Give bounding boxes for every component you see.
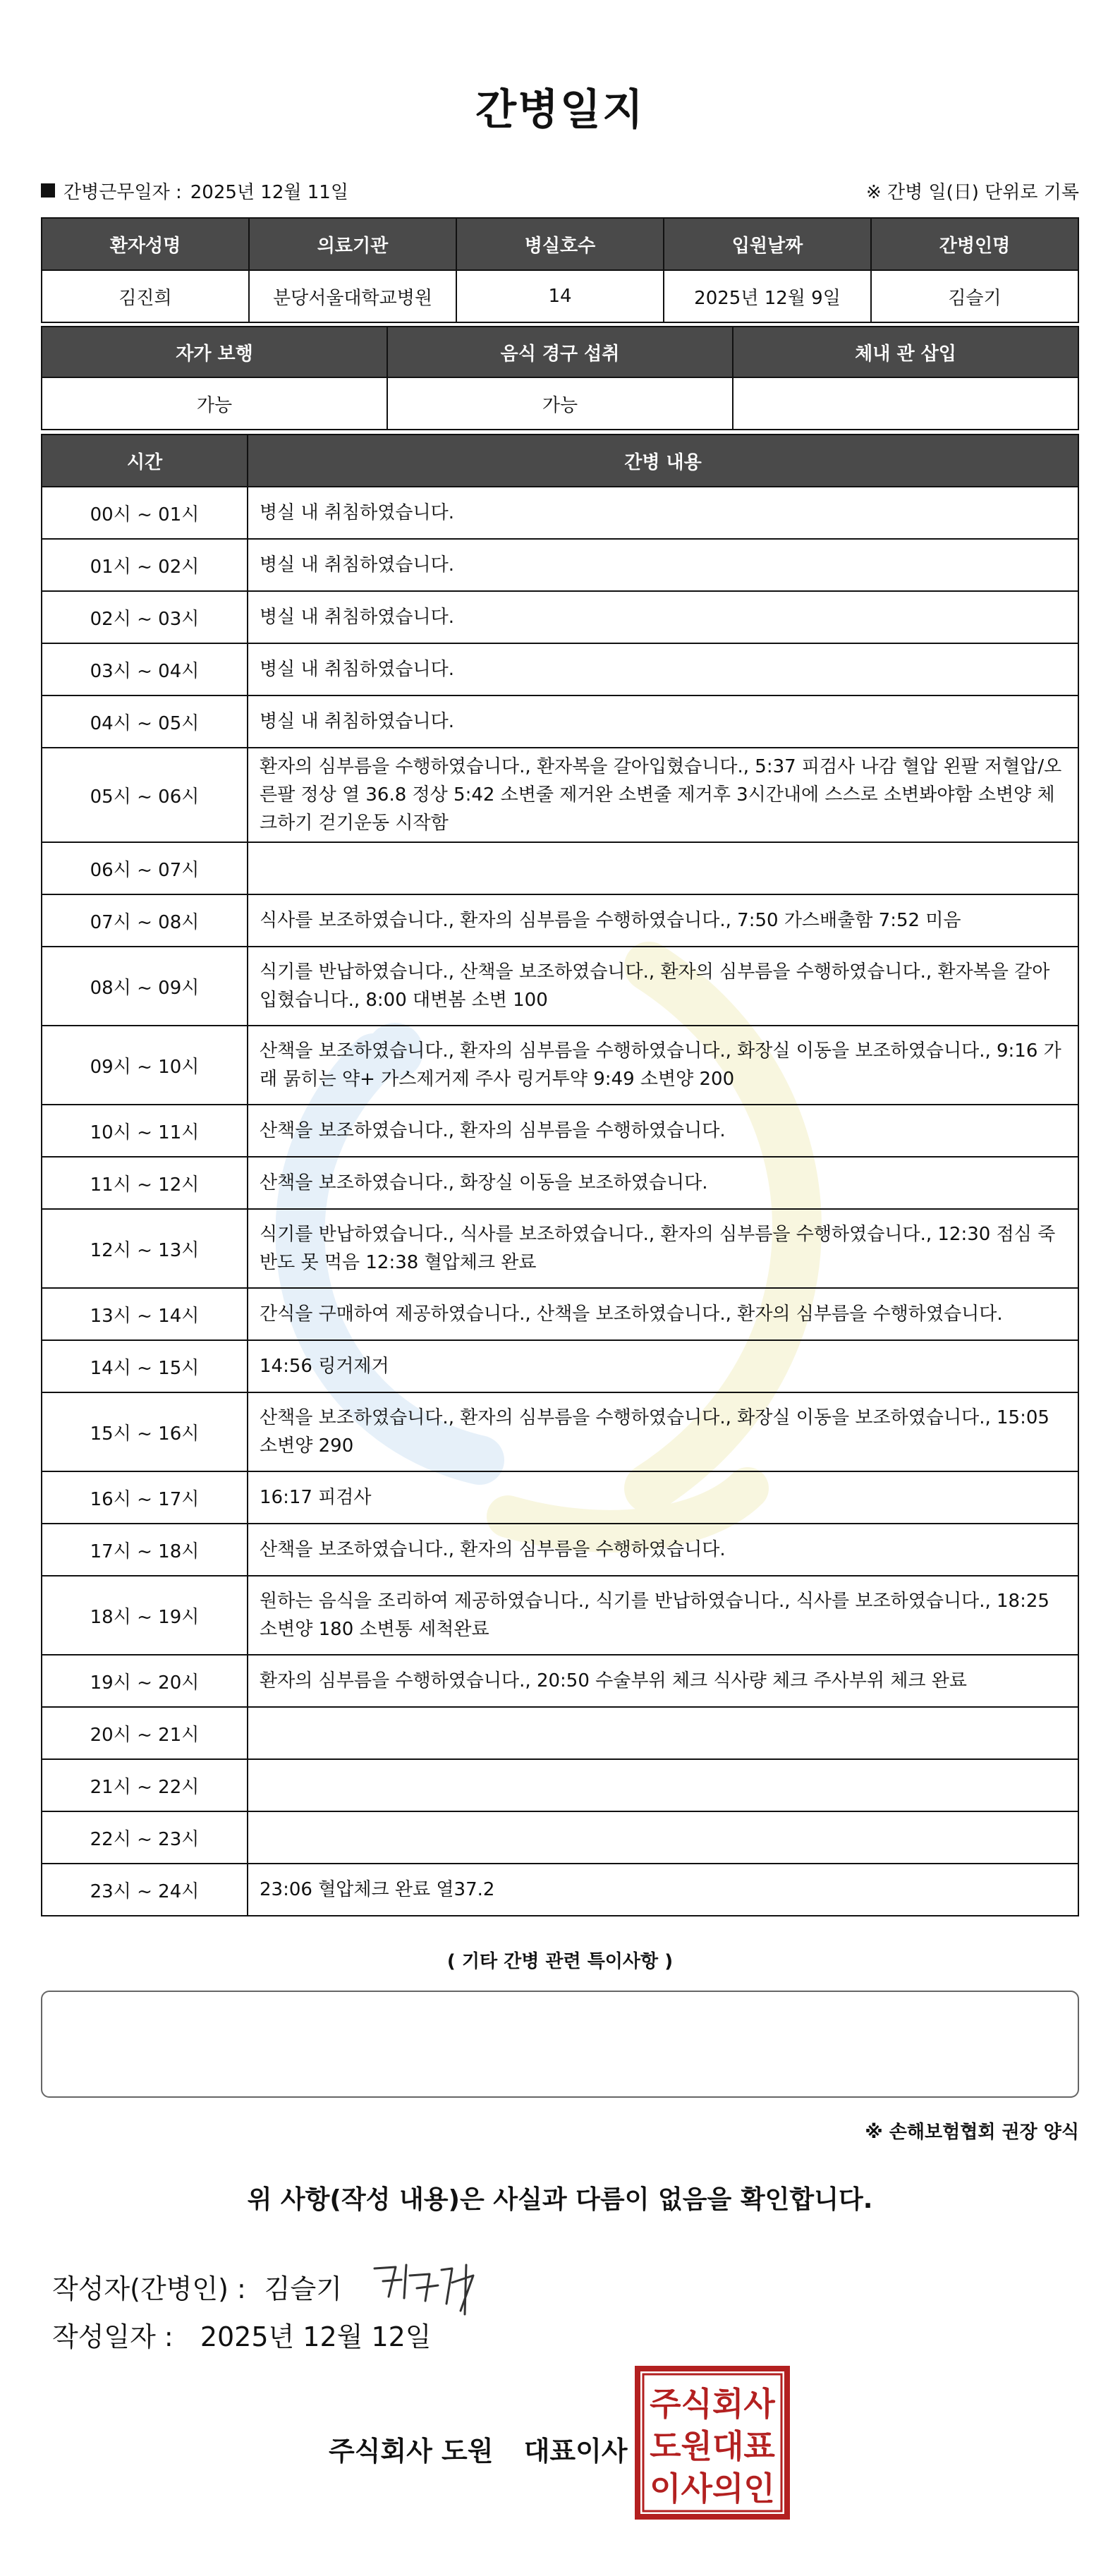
care-log-content: 병실 내 취침하였습니다. <box>248 591 1078 643</box>
care-log-content: 식사를 보조하였습니다., 환자의 심부름을 수행하였습니다., 7:50 가스배출함 7:52 미음 <box>248 894 1078 947</box>
care-log-content <box>248 1707 1078 1759</box>
admission-date-header: 입원날짜 <box>664 218 871 270</box>
writer-name: 김슬기 <box>264 2273 342 2304</box>
care-log-time: 23시 ~ 24시 <box>42 1864 248 1916</box>
oral-intake-header: 음식 경구 섭취 <box>387 327 733 377</box>
care-log-content: 병실 내 취침하였습니다. <box>248 643 1078 695</box>
care-log-row <box>42 1288 1078 1340</box>
care-log-time: 03시 ~ 04시 <box>42 643 248 695</box>
notes-title: ( 기타 간병 관련 특이사항 ) <box>446 1951 674 1972</box>
care-log-time: 06시 ~ 07시 <box>42 842 248 894</box>
care-log-time: 13시 ~ 14시 <box>42 1288 248 1340</box>
record-unit-note: ※ 간병 일(日) 단위로 기록 <box>865 181 1079 203</box>
work-date-value: 2025년 12월 11일 <box>190 181 348 203</box>
care-log-row <box>42 1392 1078 1471</box>
written-date-value: 2025년 12월 12일 <box>200 2321 432 2352</box>
oral-intake-value: 가능 <box>387 377 733 430</box>
admission-date-value: 2025년 12월 9일 <box>664 270 871 322</box>
care-log-row <box>42 643 1078 695</box>
care-log-time: 21시 ~ 22시 <box>42 1759 248 1811</box>
writer-label: 작성자(간병인) : <box>52 2273 246 2304</box>
care-log-content: 병실 내 취침하였습니다. <box>248 487 1078 539</box>
care-log-content: 산책을 보조하였습니다., 환자의 심부름을 수행하였습니다., 화장실 이동을 보조하였습니다., 9:16 가래 묽히는 약+ 가스제거제 주사 링거투약 9:49 소변양 200 <box>248 1026 1078 1105</box>
care-log-row <box>42 1759 1078 1811</box>
room-number-value: 14 <box>456 270 664 322</box>
work-date-row <box>41 176 1079 205</box>
hospital-header: 의료기관 <box>249 218 456 270</box>
room-number-header: 병실호수 <box>456 218 664 270</box>
patient-ability-table <box>41 326 1079 430</box>
care-log-row <box>42 1655 1078 1707</box>
care-log-row <box>42 1576 1078 1655</box>
care-log-time: 17시 ~ 18시 <box>42 1524 248 1576</box>
care-log-row <box>42 1707 1078 1759</box>
care-log-time: 01시 ~ 02시 <box>42 539 248 591</box>
care-log-content <box>248 1811 1078 1864</box>
tube-insertion-value <box>733 377 1078 430</box>
care-log-table <box>41 434 1079 1916</box>
seal-line-3: 이사의인 <box>650 2469 775 2508</box>
care-log-row <box>42 487 1078 539</box>
ceo-title: 대표이사 <box>523 2436 628 2467</box>
care-log-time: 22시 ~ 23시 <box>42 1811 248 1864</box>
care-log-content: 환자의 심부름을 수행하였습니다., 20:50 수술부위 체크 식사량 체크 주사부위 체크 완료 <box>248 1655 1078 1707</box>
work-date-label: 간병근무일자 : <box>63 181 182 203</box>
care-log-time: 08시 ~ 09시 <box>42 947 248 1026</box>
page-title: 간병일지 <box>475 85 645 135</box>
care-log-row <box>42 842 1078 894</box>
care-log-time: 11시 ~ 12시 <box>42 1157 248 1209</box>
seal-line-1: 주식회사 <box>650 2385 775 2423</box>
caregiver-name-value: 김슬기 <box>871 270 1078 322</box>
company-seal-stamp <box>633 2364 791 2521</box>
care-content-header: 간병 내용 <box>248 435 1078 487</box>
care-log-content <box>248 842 1078 894</box>
self-walking-header: 자가 보행 <box>42 327 387 377</box>
care-log-time: 00시 ~ 01시 <box>42 487 248 539</box>
care-log-time: 02시 ~ 03시 <box>42 591 248 643</box>
square-bullet-icon <box>41 183 55 198</box>
recommend-form-note: ※ 손해보험협회 권장 양식 <box>865 2122 1079 2143</box>
care-log-content <box>248 1759 1078 1811</box>
care-log-content: 14:56 링거제거 <box>248 1340 1078 1392</box>
care-log-row <box>42 947 1078 1026</box>
care-log-content: 16:17 피검사 <box>248 1471 1078 1524</box>
care-log-content: 원하는 음식을 조리하여 제공하였습니다., 식기를 반납하였습니다., 식사를 보조하였습니다., 18:25 소변양 180 소변통 세척완료 <box>248 1576 1078 1655</box>
care-log-content: 병실 내 취침하였습니다. <box>248 539 1078 591</box>
care-log-row <box>42 894 1078 947</box>
care-log-content: 식기를 반납하였습니다., 식사를 보조하였습니다., 환자의 심부름을 수행하였습니다., 12:30 점심 죽반도 못 먹음 12:38 혈압체크 완료 <box>248 1209 1078 1288</box>
written-date-label: 작성일자 : <box>52 2321 174 2352</box>
care-log-content: 산책을 보조하였습니다., 환자의 심부름을 수행하였습니다., 화장실 이동을 보조하였습니다., 15:05 소변양 290 <box>248 1392 1078 1471</box>
time-header: 시간 <box>42 435 248 487</box>
care-log-content: 간식을 구매하여 제공하였습니다., 산책을 보조하였습니다., 환자의 심부름을 수행하였습니다. <box>248 1288 1078 1340</box>
caregiver-name-header: 간병인명 <box>871 218 1078 270</box>
care-log-content: 산책을 보조하였습니다., 환자의 심부름을 수행하였습니다. <box>248 1524 1078 1576</box>
notes-box <box>41 1991 1079 2098</box>
written-date-row <box>52 2315 432 2354</box>
care-log-time: 09시 ~ 10시 <box>42 1026 248 1105</box>
patient-info-table <box>41 217 1079 323</box>
care-log-row <box>42 1105 1078 1157</box>
care-log-content: 산책을 보조하였습니다., 환자의 심부름을 수행하였습니다. <box>248 1105 1078 1157</box>
care-log-row <box>42 695 1078 748</box>
care-log-row <box>42 1524 1078 1576</box>
seal-line-2: 도원대표 <box>650 2427 775 2465</box>
care-log-time: 20시 ~ 21시 <box>42 1707 248 1759</box>
care-log-time: 10시 ~ 11시 <box>42 1105 248 1157</box>
care-log-time: 04시 ~ 05시 <box>42 695 248 748</box>
tube-insertion-header: 체내 관 삽입 <box>733 327 1078 377</box>
self-walking-value: 가능 <box>42 377 387 430</box>
writer-row <box>52 2254 487 2318</box>
signature-image <box>367 2254 487 2318</box>
company-name: 주식회사 도원 <box>329 2436 494 2467</box>
confirmation-statement: 위 사항(작성 내용)은 사실과 다름이 없음을 확인합니다. <box>247 2185 873 2214</box>
care-log-row <box>42 1209 1078 1288</box>
care-log-row <box>42 591 1078 643</box>
care-log-time: 05시 ~ 06시 <box>42 748 248 842</box>
company-signature-line <box>329 2429 628 2468</box>
care-log-time: 07시 ~ 08시 <box>42 894 248 947</box>
care-log-row <box>42 1811 1078 1864</box>
care-log-row <box>42 1157 1078 1209</box>
care-log-row <box>42 1340 1078 1392</box>
care-log-content: 23:06 혈압체크 완료 열37.2 <box>248 1864 1078 1916</box>
care-log-time: 15시 ~ 16시 <box>42 1392 248 1471</box>
care-log-content: 환자의 심부름을 수행하였습니다., 환자복을 갈아입혔습니다., 5:37 피검사 나감 혈압 왼팔 저혈압/오른팔 정상 열 36.8 정상 5:42 소변줄 제거완 소변줄 제거후 3시간내에 스스로 소변봐야함 소변양 체크하기 걷기운동 시작함 <box>248 748 1078 842</box>
patient-name-header: 환자성명 <box>42 218 249 270</box>
care-log-time: 14시 ~ 15시 <box>42 1340 248 1392</box>
care-log-row <box>42 1864 1078 1916</box>
hospital-value: 분당서울대학교병원 <box>249 270 456 322</box>
care-log-row <box>42 748 1078 842</box>
care-log-content: 산책을 보조하였습니다., 화장실 이동을 보조하였습니다. <box>248 1157 1078 1209</box>
care-log-time: 19시 ~ 20시 <box>42 1655 248 1707</box>
care-log-time: 12시 ~ 13시 <box>42 1209 248 1288</box>
care-log-row <box>42 1026 1078 1105</box>
care-log-time: 16시 ~ 17시 <box>42 1471 248 1524</box>
patient-name-value: 김진희 <box>42 270 249 322</box>
care-log-content: 식기를 반납하였습니다., 산책을 보조하였습니다., 환자의 심부름을 수행하였습니다., 환자복을 갈아입혔습니다., 8:00 대변봄 소변 100 <box>248 947 1078 1026</box>
care-log-row <box>42 539 1078 591</box>
care-log-row <box>42 1471 1078 1524</box>
care-log-content: 병실 내 취침하였습니다. <box>248 695 1078 748</box>
care-log-time: 18시 ~ 19시 <box>42 1576 248 1655</box>
